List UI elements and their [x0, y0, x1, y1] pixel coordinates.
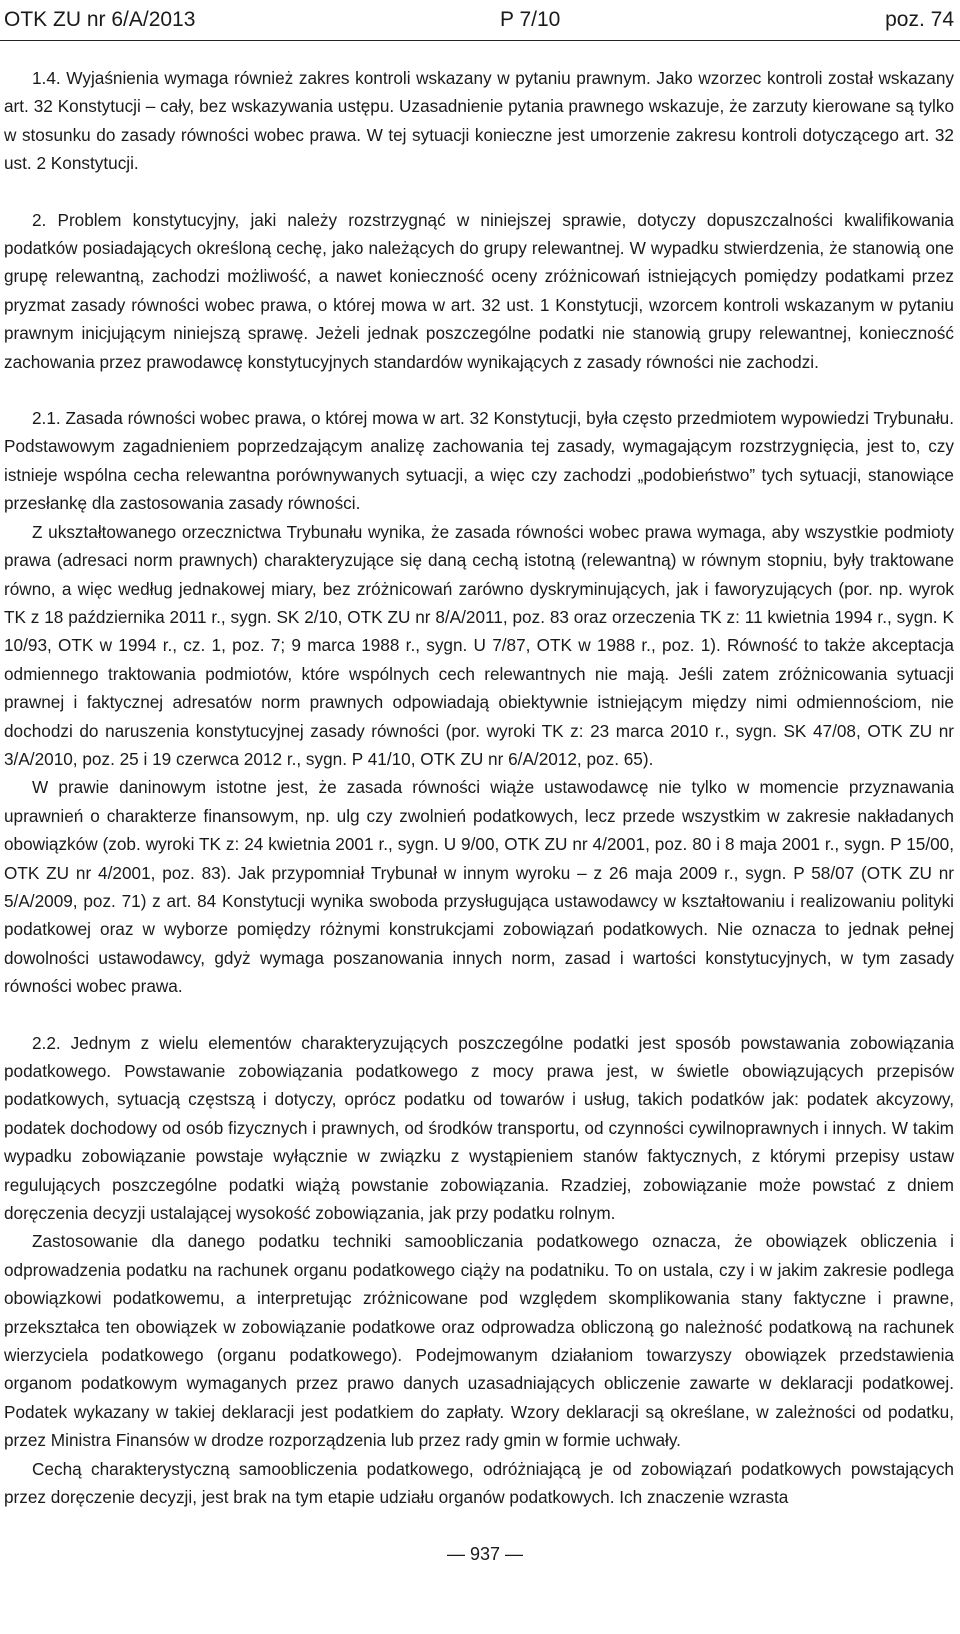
document-body	[4, 64, 954, 1512]
journal-reference: OTK ZU nr 6/A/2013	[4, 8, 196, 31]
page-header	[0, 0, 960, 40]
paragraph-2-2: 2.2. Jednym z wielu elementów charakteryzujących poszczególne podatki jest sposób powstawania zobowiązania podatkowego. Powstawanie zobowiązania podatkowego z mocy prawa jest, w świetle obowiązujących przepisów podatkowych, sytuacją częstszą i dotyczy, oprócz podatku od towarów i usług, takich podatków jak: podatek akcyzowy, podatek dochodowy od osób fizycznych i prawnych, od środków transportu, od czynności cywilnoprawnych i innych. W takim wypadku zobowiązanie powstaje wyłącznie w związku z wystąpieniem stanów faktycznych, z którymi przepisy ustaw regulujących poszczególne podatki wiążą powstanie zobowiązania. Rzadziej, zobowiązanie może powstać z dniem doręczenia decyzji ustalającej wysokość zobowiązania, jak przy podatku rolnym.	[4, 1032, 954, 1224]
case-signature: P 7/10	[500, 8, 561, 31]
paragraph-1-4: 1.4. Wyjaśnienia wymaga również zakres kontroli wskazany w pytaniu prawnym. Jako wzorzec kontroli został wskazany art. 32 Konstytucji – cały, bez wskazywania ustępu. Uzasadnienie pytania prawnego wskazuje, że zarzuty kierowane są tylko w stosunku do zasady równości wobec prawa. W tej sytuacji konieczne jest umorzenie zakresu kontroli dotyczącego art. 32 ust. 2 Konstytucji.	[4, 68, 954, 174]
header-rule	[0, 40, 960, 41]
paragraph-2-1-tax-law: W prawie daninowym istotne jest, że zasada równości wiąże ustawodawcę nie tylko w momencie przyznawania uprawnień o charakterze finansowym, np. ulg czy zwolnień podatkowych, lecz przede wszystkim w zakresie nakładanych obowiązków (zob. wyroki TK z: 24 kwietnia 2001 r., sygn. U 9/00, OTK ZU nr 4/2001, poz. 80 i 8 maja 2001 r., sygn. P 15/00, OTK ZU nr 4/2001, poz. 83). Jak przypomniał Trybunał w innym wyroku – z 26 maja 2009 r., sygn. P 58/07 (OTK ZU nr 5/A/2009, poz. 71) z art. 84 Konstytucji wynika swoboda przysługująca ustawodawcy w kształtowaniu i realizowaniu polityki podatkowej oraz w wyborze pomiędzy różnymi konstrukcjami zobowiązań podatkowych. Nie oznacza to jednak pełnej dowolności ustawodawcy, gdyż wymaga poszanowania innych norm, zasad i wartości konstytucyjnych, w tym zasady równości wobec prawa.	[4, 777, 954, 997]
paragraph-2-1-case-law: Z ukształtowanego orzecznictwa Trybunału wynika, że zasada równości wobec prawa wymaga, aby wszystkie podmioty prawa (adresaci norm prawnych) charakteryzujące się daną cechą istotną (relewantną) w równym stopniu, były traktowane równo, a więc według jednakowej miary, bez zróżnicowań zarówno dyskryminujących, jak i faworyzujących (por. np. wyrok TK z 18 października 2011 r., sygn. SK 2/10, OTK ZU nr 8/A/2011, poz. 83 oraz orzeczenia TK z: 11 kwietnia 1994 r., sygn. K 10/93, OTK w 1994 r., cz. 1, poz. 7; 9 marca 1988 r., sygn. U 7/87, OTK w 1988 r., poz. 1). Równość to także akceptacja odmiennego traktowania podmiotów, które wspólnych cech relewantnych nie mają. Jeśli zatem zróżnicowania sytuacji prawnej i faktycznej adresatów norm prawnych odpowiadają obiektywnie istniejącym między nimi odmiennościom, nie dochodzi do naruszenia konstytucyjnej zasady równości (por. wyroki TK z: 23 marca 2010 r., sygn. SK 47/08, OTK ZU nr 3/A/2010, poz. 25 i 19 czerwca 2012 r., sygn. P 41/10, OTK ZU nr 6/A/2012, poz. 65).	[4, 521, 954, 769]
page-footer	[0, 1544, 960, 1565]
paragraph-2: 2. Problem konstytucyjny, jaki należy rozstrzygnąć w niniejszej sprawie, dotyczy dopuszczalności kwalifikowania podatków posiadających określoną cechę, jako należących do grupy relewantnej. W wypadku stwierdzenia, że stanowią one grupę relewantną, zachodzi możliwość, a nawet konieczność oceny zróżnicowań istniejących pomiędzy podatkami przez pryzmat zasady równości wobec prawa, o której mowa w art. 32 ust. 1 Konstytucji, wzorcem kontroli wskazanym w pytaniu prawnym inicjującym niniejszą sprawę. Jeżeli jednak poszczególne podatki nie stanowią grupy relewantnej, konieczność zachowania przez prawodawcę konstytucyjnych standardów wynikających z zasady równości nie zachodzi.	[4, 209, 954, 372]
paragraph-2-1: 2.1. Zasada równości wobec prawa, o której mowa w art. 32 Konstytucji, była często przedmiotem wypowiedzi Trybunału. Podstawowym zagadnieniem poprzedzającym analizę zachowania tej zasady, wymagającym rozstrzygnięcia, jest to, czy istnieje wspólna cecha relewantna porównywanych sytuacji, a więc czy zachodzi „podobieństwo” tych sytuacji, stanowiące przesłankę dla zastosowania zasady równości.	[4, 408, 954, 514]
paragraph-2-2-characteristic: Cechą charakterystyczną samoobliczenia podatkowego, odróżniającą je od zobowiązań podatkowych powstających przez doręczenie decyzji, jest brak na tym etapie udziału organów podatkowych. Ich znaczenie wzrasta	[4, 1458, 954, 1508]
paragraph-2-2-self-assessment: Zastosowanie dla danego podatku techniki samoobliczania podatkowego oznacza, że obowiązek obliczenia i odprowadzenia podatku na rachunek organu podatkowego ciąży na podatniku. To on ustala, czy i w jakim zakresie podlega obowiązkowi podatkowemu, a interpretując zróżnicowane pod względem skomplikowania stany faktyczne i prawne, przekształca ten obowiązek w zobowiązanie podatkowe oraz odprowadza obliczoną go należność podatkową na rachunek wierzyciela podatkowego (organu podatkowego). Podejmowanym działaniom towarzyszy obowiązek przedstawienia organom podatkowym wymaganych przez prawo danych uzasadniających obliczenie zawarte w deklaracji podatkowej. Podatek wykazany w takiej deklaracji jest podatkiem do zapłaty. Wzory deklaracji są określane, w zależności od podatku, przez Ministra Finansów w drodze rozporządzenia lub przez rady gmin w formie uchwały.	[4, 1231, 954, 1451]
position-number: poz. 74	[885, 8, 954, 31]
page-number: — 937 —	[446, 1544, 524, 1564]
